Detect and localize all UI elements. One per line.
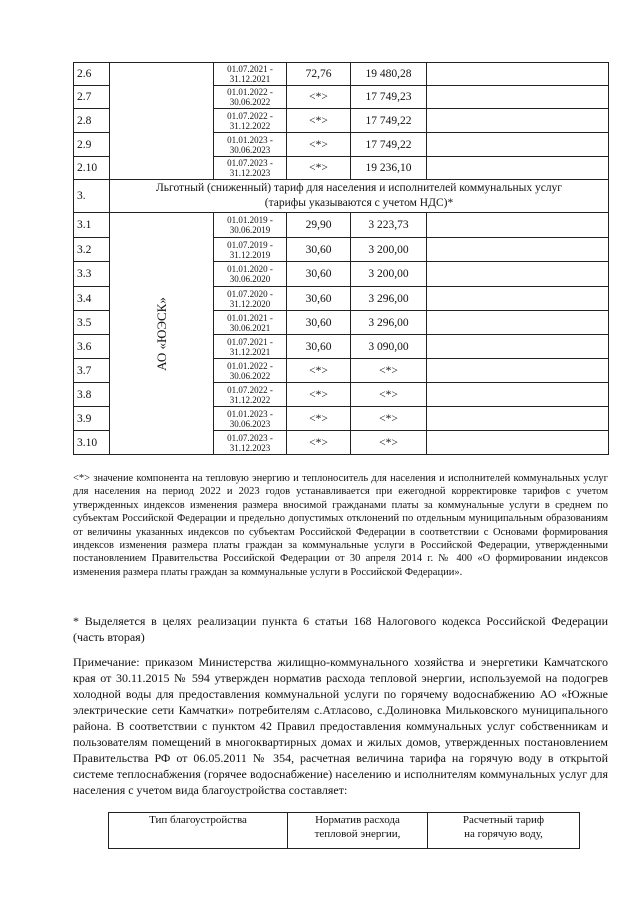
period-cell xyxy=(214,262,287,287)
empty-cell xyxy=(427,383,609,407)
period-start: 01.01.2019 - xyxy=(227,215,273,225)
period-start: 01.01.2023 - xyxy=(227,134,273,145)
section3-row xyxy=(74,180,609,213)
period-cell xyxy=(214,109,287,133)
row-number: 3. xyxy=(74,180,110,213)
value-cell-1: <*> xyxy=(287,431,351,455)
value-cell-1: 72,76 xyxy=(287,63,351,86)
col-norm-line1: Норматив расхода xyxy=(315,814,400,826)
period-start: 01.07.2019 - xyxy=(227,239,273,250)
row-number: 3.7 xyxy=(74,359,110,383)
period-start: 01.01.2020 - xyxy=(227,264,273,274)
footnote-angle-star: <*> значение компонента на тепловую энергию и теплоноситель для населения и исполнителей коммунальных услуг для населения на период 2022 и 2023 годов устанавливается при ежегодной корректировке тарифов с учетом утвержденных индексов изменения размера вносимой гражданами платы за коммунальные услуги в среднем по субъектам Российской Федерации и предельно допустимых отклонений по отдельным муниципальным образованиям от величины указанных индексов по субъектам Российской Федерации в соответствии с Основами формирования индексов изменения размера платы граждан за коммунальные услуги в Российской Федерации, утвержденными постановлением Правительства Российской Федерации от 30 апреля 2014 г. № 400 «О формировании индексов изменения размера платы граждан за коммунальные услуги в Российской Федерации». xyxy=(73,473,608,578)
period-end: 31.12.2023 xyxy=(229,168,271,178)
blagoustroystvo-header xyxy=(109,813,580,849)
period-end: 31.12.2022 xyxy=(229,394,271,405)
row-number: 3.6 xyxy=(74,335,110,359)
period-start: 01.01.2023 - xyxy=(227,408,273,419)
period-cell xyxy=(214,359,287,383)
col-norm-header xyxy=(288,813,428,849)
period-end: 30.06.2022 xyxy=(229,97,271,107)
value-cell-2: <*> xyxy=(351,383,427,407)
organization-cell xyxy=(110,63,214,180)
section3-title-line2: (тарифы указываются с учетом НДС)* xyxy=(264,197,454,209)
value-cell-1: 29,90 xyxy=(287,213,351,238)
value-cell-1: 30,60 xyxy=(287,311,351,335)
period-end: 31.12.2022 xyxy=(229,120,271,131)
period-end: 31.12.2020 xyxy=(229,298,271,309)
value-cell-1: 30,60 xyxy=(287,238,351,262)
period-cell xyxy=(214,335,287,359)
period-cell xyxy=(214,287,287,311)
row-number: 2.9 xyxy=(74,133,110,157)
note-paragraph: Примечание: приказом Министерства жилищно-коммунального хозяйства и энергетики Камчатского края от 30.11.2015 № 594 утвержден норматив расхода тепловой энергии, используемой на подогрев холодной воды для предоставления коммунальной услуги по горячему водоснабжению АО «Южные электрические сети Камчатки» потребителям с.Атласово, с.Долиновка Мильковского муниципального района. В соответствии с пунктом 42 Правил предоставления коммунальных услуг собственникам и пользователям помещений в многоквартирных домах и жилых домов, утвержденных постановлением Правительства РФ от 06.05.2011 № 354, расчетная величина тарифа на горячую воду в открытой системе теплоснабжения (горячее водоснабжение) населению и исполнителям коммунальных услуг для населения с учетом вида благоустройства составляет: xyxy=(73,655,608,797)
value-cell-2: 3 200,00 xyxy=(351,238,427,262)
value-cell-2: 19 480,28 xyxy=(351,63,427,86)
value-cell-1: <*> xyxy=(287,86,351,109)
row-number: 3.8 xyxy=(74,383,110,407)
empty-cell xyxy=(427,213,609,238)
row-number: 3.3 xyxy=(74,262,110,287)
period-end: 31.12.2019 xyxy=(229,249,271,260)
col-tariff-line2: на горячую воду, xyxy=(464,828,543,840)
organization-name: АО «ЮЭСК» xyxy=(153,296,169,371)
blagoustroystvo-table xyxy=(108,812,580,849)
period-cell xyxy=(214,238,287,262)
period-cell xyxy=(214,157,287,180)
period-end: 30.06.2021 xyxy=(229,322,271,333)
row-number: 3.2 xyxy=(74,238,110,262)
value-cell-2: <*> xyxy=(351,359,427,383)
value-cell-1: 30,60 xyxy=(287,287,351,311)
row-number: 3.9 xyxy=(74,407,110,431)
period-cell xyxy=(214,213,287,238)
row-number: 2.6 xyxy=(74,63,110,86)
section3-title xyxy=(110,180,609,213)
period-start: 01.07.2021 - xyxy=(227,336,273,347)
empty-cell xyxy=(427,63,609,86)
row-number: 3.5 xyxy=(74,311,110,335)
value-cell-1: <*> xyxy=(287,157,351,180)
value-cell-2: 17 749,22 xyxy=(351,109,427,133)
empty-cell xyxy=(427,335,609,359)
period-cell xyxy=(214,133,287,157)
tariff-table-section3 xyxy=(74,180,609,213)
period-start: 01.01.2022 - xyxy=(227,87,273,97)
empty-cell xyxy=(427,133,609,157)
empty-cell xyxy=(427,311,609,335)
period-cell xyxy=(214,383,287,407)
period-start: 01.07.2020 - xyxy=(227,288,273,299)
empty-cell xyxy=(427,359,609,383)
period-cell xyxy=(214,407,287,431)
empty-cell xyxy=(427,407,609,431)
organization-cell xyxy=(110,213,214,455)
period-end: 30.06.2020 xyxy=(229,274,271,284)
value-cell-2: 17 749,23 xyxy=(351,86,427,109)
period-end: 31.12.2021 xyxy=(229,346,271,357)
empty-cell xyxy=(427,238,609,262)
period-end: 30.06.2019 xyxy=(229,225,271,235)
col-tariff-header xyxy=(428,813,580,849)
row-number: 3.1 xyxy=(74,213,110,238)
row-number: 3.10 xyxy=(74,431,110,455)
period-start: 01.07.2021 - xyxy=(227,64,273,74)
empty-cell xyxy=(427,109,609,133)
table-row xyxy=(74,213,609,238)
col-norm-line2: тепловой энергии, xyxy=(314,828,401,840)
row-number: 2.10 xyxy=(74,157,110,180)
period-start: 01.07.2023 - xyxy=(227,158,273,168)
value-cell-1: 30,60 xyxy=(287,335,351,359)
value-cell-1: <*> xyxy=(287,383,351,407)
empty-cell xyxy=(427,287,609,311)
row-number: 2.8 xyxy=(74,109,110,133)
value-cell-2: 3 223,73 xyxy=(351,213,427,238)
empty-cell xyxy=(427,157,609,180)
period-cell xyxy=(214,63,287,86)
value-cell-2: <*> xyxy=(351,431,427,455)
empty-cell xyxy=(427,431,609,455)
period-start: 01.01.2022 - xyxy=(227,360,273,371)
period-end: 30.06.2023 xyxy=(229,418,271,429)
period-cell xyxy=(214,431,287,455)
period-start: 01.07.2022 - xyxy=(227,384,273,395)
period-end: 31.12.2021 xyxy=(229,74,271,84)
tariff-table xyxy=(73,62,609,455)
col-type-header: Тип благоустройства xyxy=(109,813,288,849)
col-tariff-line1: Расчетный тариф xyxy=(462,814,545,826)
value-cell-2: 19 236,10 xyxy=(351,157,427,180)
period-end: 30.06.2022 xyxy=(229,370,271,381)
tariff-table-top xyxy=(74,63,609,180)
value-cell-2: 3 296,00 xyxy=(351,287,427,311)
value-cell-1: <*> xyxy=(287,109,351,133)
period-cell xyxy=(214,86,287,109)
row-number: 3.4 xyxy=(74,287,110,311)
period-start: 01.01.2021 - xyxy=(227,312,273,323)
empty-cell xyxy=(427,86,609,109)
empty-cell xyxy=(427,262,609,287)
period-start: 01.07.2022 - xyxy=(227,110,273,121)
value-cell-2: <*> xyxy=(351,407,427,431)
period-end: 31.12.2023 xyxy=(229,442,271,453)
tariff-table-bottom xyxy=(74,213,609,455)
value-cell-1: <*> xyxy=(287,359,351,383)
row-number: 2.7 xyxy=(74,86,110,109)
period-end: 30.06.2023 xyxy=(229,144,271,155)
value-cell-2: 3 200,00 xyxy=(351,262,427,287)
table-row xyxy=(74,63,609,86)
value-cell-1: <*> xyxy=(287,407,351,431)
period-start: 01.07.2023 - xyxy=(227,432,273,443)
period-cell xyxy=(214,311,287,335)
section3-title-line1: Льготный (сниженный) тариф для населения и исполнителей коммунальных услуг xyxy=(155,182,563,194)
footnote-star: * Выделяется в целях реализации пункта 6 статьи 168 Налогового кодекса Российской Федерации (часть вторая) xyxy=(73,614,608,644)
value-cell-2: 3 296,00 xyxy=(351,311,427,335)
value-cell-1: <*> xyxy=(287,133,351,157)
value-cell-2: 3 090,00 xyxy=(351,335,427,359)
value-cell-1: 30,60 xyxy=(287,262,351,287)
value-cell-2: 17 749,22 xyxy=(351,133,427,157)
